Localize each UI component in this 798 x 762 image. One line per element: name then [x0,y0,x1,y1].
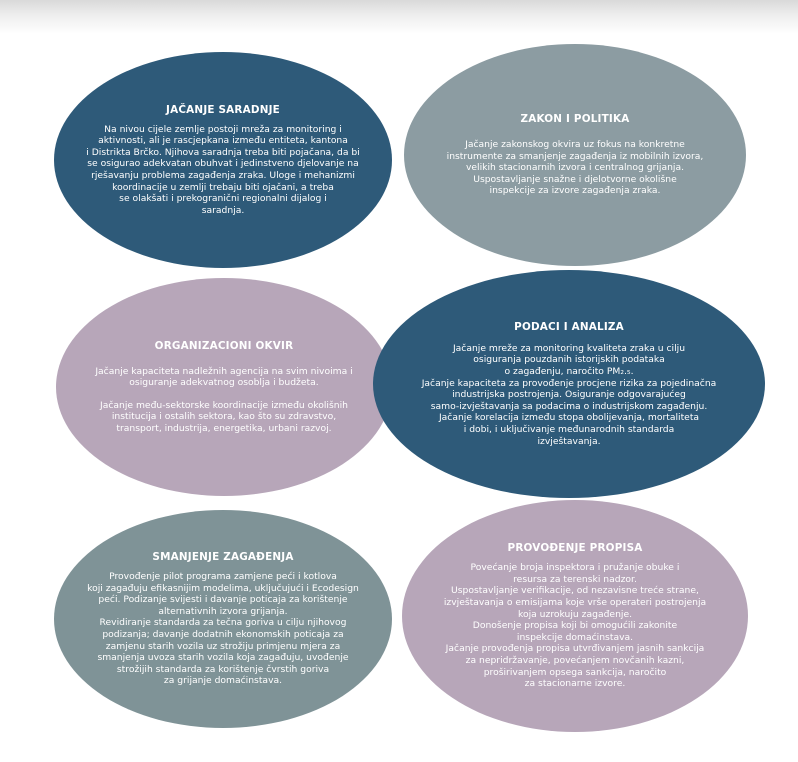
bubble-text: Jačanje mreže za monitoring kvaliteta zraka u cilju osiguranja pouzdanih istorijskih podataka o zagađenju, naročito PM₂.₅. Jačanje kapaciteta za provođenje procjene rizika za pojedinačna industrijska postrojenja. Osiguranje odgovarajućeg samo-izvještavanja sa podacima o industrijskom zagađenju. Jačanje korelacija između stopa obolijevanja, mortaliteta i dobi, i uključivanje međunarodnih standarda izvještavanja. [421,342,717,447]
bubble-zakon-i-politika [404,44,746,266]
bubble-organizacioni-okvir [56,278,392,496]
bubble-text: Jačanje zakonskog okvira uz fokus na konkretne instrumente za smanjenje zagađenja iz mobilnih izvora, velikih stacionarnih izvora i centralnog grijanja. Uspostavljanje snažne i djelotvorne okolišne inspekcije za izvore zagađenja zraka. [446,139,704,197]
bubble-title: PROVOĐENJE PROPISA [507,542,643,555]
bubble-title: ZAKON I POLITIKA [520,113,630,126]
paragraph-gap [95,389,352,400]
bubble-title: JAČANJE SARADNJE [166,103,280,116]
bubble-podaci-i-analiza [373,270,765,498]
bubble-text: Jačanje kapaciteta nadležnih agencija na svim nivoima i osiguranje adekvatnog osoblja i budžeta. Jačanje među-sektorske koordinacije između okolišnih institucija i ostalih sektora, kao što su zdravstvo, transport, industrija, energetika, urbani razvoj. [95,365,353,434]
bubble-title: ORGANIZACIONI OKVIR [154,339,294,352]
bubble-smanjenje-zagadjenja [54,510,392,728]
bubble-title: SMANJENJE ZAGAĐENJA [152,551,294,564]
bubble-text: Provođenje pilot programa zamjene peći i kotlova koji zagađuju efikasnijim modelima, uključujući i Ecodesign peći. Podizanje svijesti i davanje poticaja za korištenje alternativnih izvora grijanja. Revidiranje standarda za tečna goriva u cilju njihovog podizanja; davanje dodatnih ekonomskih poticaja za zamjenu starih vozila uz strožiju primjenu mjera za smanjenja uvoza starih vozila koja zagađuju, uvođenje strožijih standarda za korištenje čvrstih goriva za grijanje domaćinstava. [87,571,359,687]
bubble-jacanje-saradnje [54,52,392,268]
top-shadow-bar [0,0,798,34]
bubble-text: Povećanje broja inspektora i pružanje obuke i resursa za terenski nadzor. Uspostavljanje verifikacije, od nezavisne treće strane, izvještavanja o emisijama koje vrše operateri postrojenja koja uzrokuju zagađenje. Donošenje propisa koji bi omogućili zakonite inspekcije domaćinstava. Jačanje provođenja propisa utvrđivanjem jasnih sankcija za nepridržavanje, povećanjem novčanih kazni, proširivanjem opsega sankcija, naročito za stacionarne izvore. [443,562,707,690]
bubble-title: PODACI I ANALIZA [514,320,624,333]
bubble-text: Na nivou cijele zemlje postoji mreža za monitoring i aktivnosti, ali je rascjepkana između entiteta, kantona i Distrikta Brčko. Njihova saradnja treba biti pojačana, da bi se osigurao adekvatan obuhvat i jedinstveno djelovanje na rješavanju problema zagađenja zraka. Uloge i mehanizmi koordinacije u zemlji trebaju biti ojačani, a treba se olakšati i prekogranični regionalni dijalog i saradnja. [86,123,360,216]
bubble-provodjenje-propisa [402,500,748,732]
